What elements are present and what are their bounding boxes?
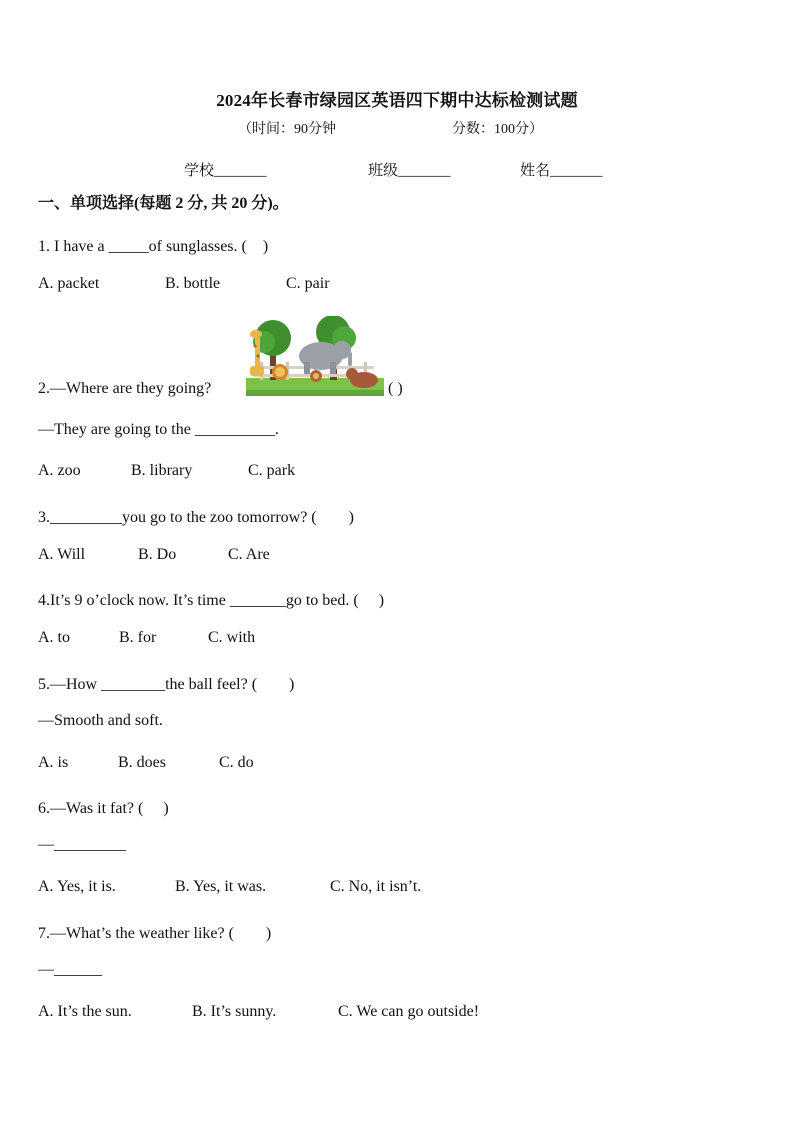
option-b: B. library	[131, 462, 193, 479]
exam-meta	[0, 118, 794, 138]
question-5: 5.—How ________the ball feel? ( )	[38, 676, 295, 693]
question-7: 7.—What’s the weather like? ( )	[38, 925, 272, 942]
option-a: A. It’s the sun.	[38, 1003, 132, 1020]
option-b: B. It’s sunny.	[192, 1003, 277, 1020]
option-a: A. Will	[38, 546, 86, 563]
school-field: 学校_______	[184, 163, 267, 179]
question-6: 6.—Was it fat? ( )	[38, 800, 169, 817]
zoo-animals-image	[246, 316, 384, 396]
question-7-answer-line: —______	[38, 961, 102, 978]
option-c: C. Are	[228, 546, 270, 563]
question-5-answer-line: —Smooth and soft.	[38, 712, 163, 729]
exam-score: 分数：100分）	[452, 122, 543, 137]
option-b: B. for	[119, 629, 157, 646]
exam-time: （时间：90分钟	[238, 122, 336, 137]
option-a: A. Yes, it is.	[38, 878, 116, 895]
exam-title: 2024年长春市绿园区英语四下期中达标检测试题	[216, 91, 578, 110]
option-a: A. to	[38, 629, 70, 646]
option-c: C. do	[219, 754, 254, 771]
option-c: C. No, it isn’t.	[330, 878, 422, 895]
name-field: 姓名_______	[520, 163, 603, 179]
option-b: B. bottle	[165, 275, 221, 292]
question-4: 4.It’s 9 o’clock now. It’s time _______go to bed. ( )	[38, 592, 385, 609]
question-3: 3._________you go to the zoo tomorrow? ( )	[38, 509, 354, 526]
question-2: 2.—Where are they going?	[38, 380, 212, 397]
question-2-answer-paren: ( )	[388, 380, 403, 397]
class-field: 班级_______	[368, 163, 451, 179]
option-a: A. is	[38, 754, 69, 771]
question-6-answer-line: —_________	[38, 836, 126, 853]
option-c: C. pair	[286, 275, 330, 292]
question-2-answer-line: —They are going to the __________.	[38, 421, 279, 438]
option-c: C. park	[248, 462, 296, 479]
option-c: C. with	[208, 629, 256, 646]
option-a: A. packet	[38, 275, 100, 292]
option-c: C. We can go outside!	[338, 1003, 480, 1020]
option-b: B. Yes, it was.	[175, 878, 267, 895]
option-a: A. zoo	[38, 462, 81, 479]
option-b: B. does	[118, 754, 166, 771]
section-heading: 一、单项选择(每题 2 分, 共 20 分)。	[38, 195, 289, 212]
question-1: 1. I have a _____of sunglasses. ( )	[38, 238, 269, 255]
option-b: B. Do	[138, 546, 177, 563]
